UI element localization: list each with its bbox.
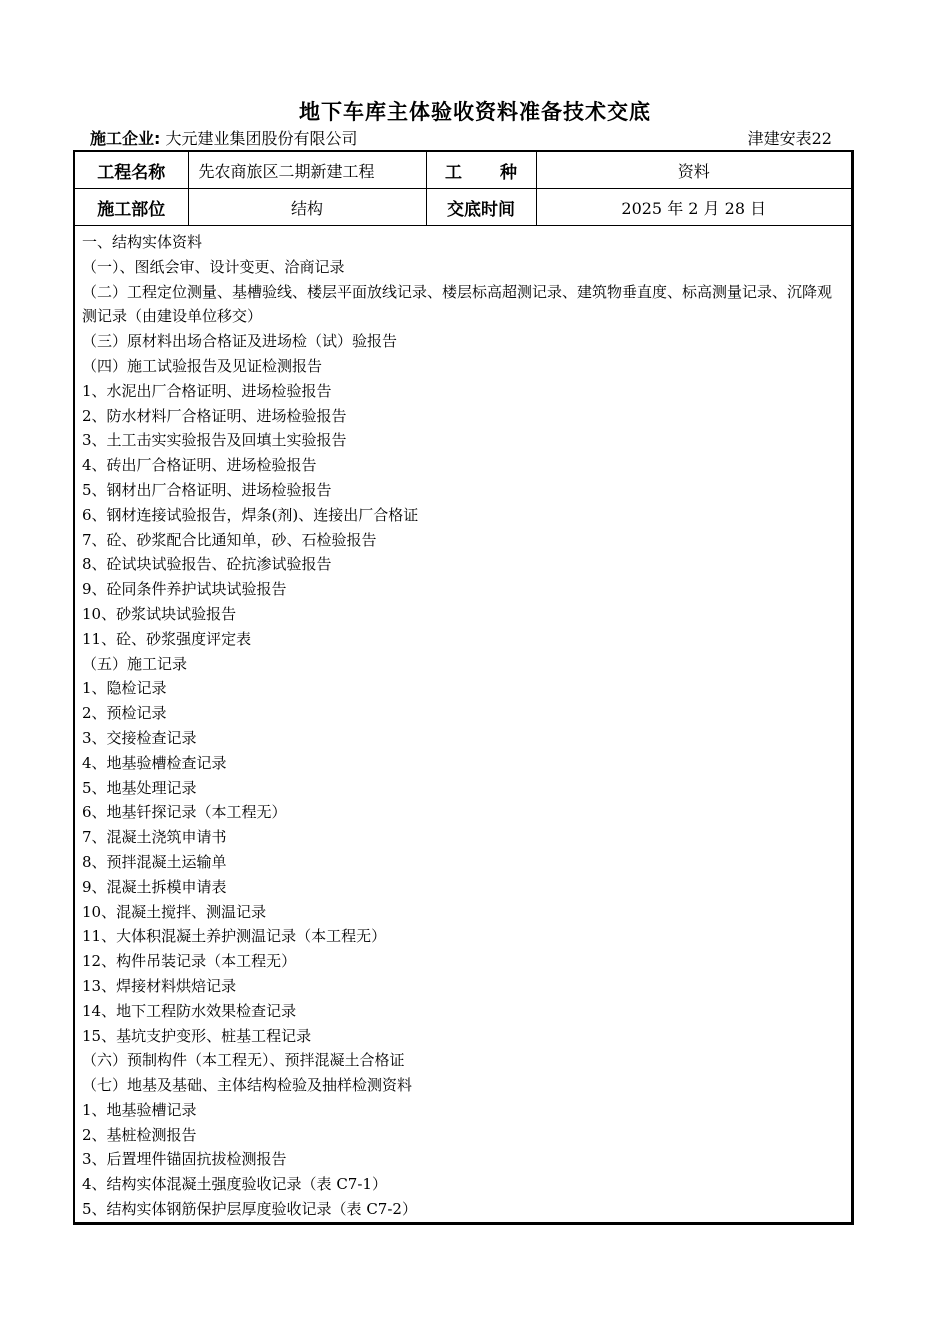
- content-line: 13、焊接材料烘焙记录: [82, 976, 237, 995]
- content-line: 1、水泥出厂合格证明、进场检验报告: [82, 381, 332, 400]
- content-line: 2、基桩检测报告: [82, 1125, 197, 1144]
- content-line: （二）工程定位测量、基槽验线、楼层平面放线记录、楼层标高超测记录、建筑物垂直度、标高测量记录、沉降观测记录（由建设单位移交）: [82, 282, 833, 326]
- construction-part-label: 施工部位: [75, 189, 188, 226]
- header-row-2: [75, 189, 851, 226]
- content-line: 11、砼、砂浆强度评定表: [82, 629, 252, 648]
- disclosure-form: [73, 150, 854, 1225]
- content-line: 9、砼同条件养护试块试验报告: [82, 580, 287, 599]
- content-line: 一、结构实体资料: [82, 233, 203, 251]
- content-line: 4、结构实体混凝土强度验收记录（表 C7-1）: [82, 1175, 387, 1194]
- project-name-label: 工程名称: [75, 152, 188, 189]
- content-line: 1、隐检记录: [82, 679, 167, 698]
- content-line: （三）原材料出场合格证及进场检（试）验报告: [82, 332, 398, 351]
- content-line: 5、结构实体钢筋保护层厚度验收记录（表 C7-2）: [82, 1200, 417, 1219]
- company-name: 大元建业集团股份有限公司: [165, 129, 358, 148]
- content-line: 15、基坑支护变形、桩基工程记录: [82, 1026, 312, 1045]
- company-label: 施工企业:: [90, 129, 161, 148]
- content-line: 9、混凝土拆模申请表: [82, 877, 227, 896]
- content-line: 8、砼试块试验报告、砼抗渗试验报告: [82, 555, 332, 574]
- header-row-1: [75, 152, 851, 189]
- content-line: 12、构件吊装记录（本工程无）: [82, 952, 297, 971]
- trade-label: 工 种: [426, 152, 536, 189]
- content-line: （七）地基及基础、主体结构检验及抽样检测资料: [82, 1076, 413, 1095]
- content-line: 10、混凝土搅拌、测温记录: [82, 902, 267, 921]
- construction-part-value: 结构: [188, 189, 426, 226]
- company-line: [90, 126, 358, 149]
- header-table: [75, 152, 851, 226]
- content-line: 3、土工击实实验报告及回填土实验报告: [82, 431, 347, 450]
- content-line: （五）施工记录: [82, 654, 188, 673]
- trade-value: 资料: [536, 152, 851, 189]
- content-line: 11、大体积混凝土养护测温记录（本工程无）: [82, 927, 387, 946]
- disclosure-content: [82, 230, 844, 1222]
- content-line: 5、钢材出厂合格证明、进场检验报告: [82, 480, 332, 499]
- content-line: 4、砖出厂合格证明、进场检验报告: [82, 456, 317, 475]
- content-line: 7、砼、砂浆配合比通知单，砂、石检验报告: [82, 530, 377, 549]
- content-line: 6、钢材连接试验报告，焊条(剂)、连接出厂合格证: [82, 505, 419, 524]
- content-line: 4、地基验槽检查记录: [82, 753, 227, 772]
- content-line: 6、地基钎探记录（本工程无）: [82, 803, 287, 822]
- content-line: 8、预拌混凝土运输单: [82, 852, 227, 871]
- form-number: 津建安表22: [747, 129, 832, 148]
- content-line: 14、地下工程防水效果检查记录: [82, 1001, 297, 1020]
- project-name-value: 先农商旅区二期新建工程: [188, 152, 426, 189]
- content-line: 5、地基处理记录: [82, 778, 197, 797]
- disclosure-time-label: 交底时间: [426, 189, 536, 226]
- content-line: （四）施工试验报告及见证检测报告: [82, 356, 323, 375]
- content-line: 10、砂浆试块试验报告: [82, 604, 237, 623]
- content-line: 7、混凝土浇筑申请书: [82, 828, 227, 847]
- disclosure-time-value: 2025 年 2 月 28 日: [536, 189, 851, 226]
- content-line: 1、地基验槽记录: [82, 1100, 197, 1119]
- content-line: （一）、图纸会审、设计变更、洽商记录: [82, 257, 345, 276]
- content-line: 3、后置埋件锚固抗拔检测报告: [82, 1150, 287, 1169]
- content-line: 3、交接检查记录: [82, 728, 197, 747]
- content-line: 2、预检记录: [82, 704, 167, 723]
- content-line: （六）预制构件（本工程无）、预拌混凝土合格证: [82, 1051, 405, 1070]
- content-line: 2、防水材料厂合格证明、进场检验报告: [82, 406, 347, 425]
- document-title: 地下车库主体验收资料准备技术交底: [299, 100, 651, 124]
